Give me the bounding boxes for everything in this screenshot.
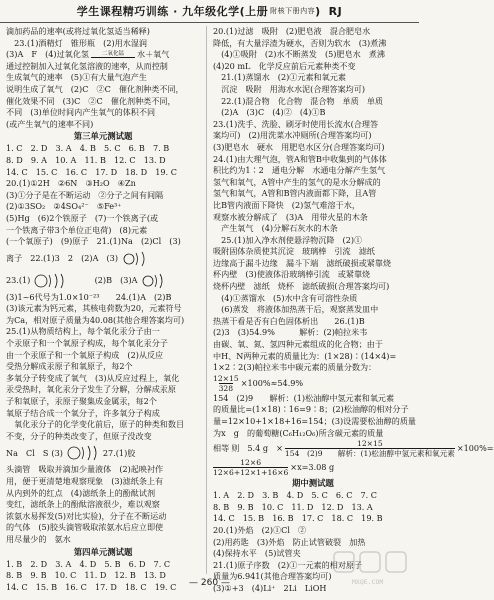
section-title-unit3: 第三单元测试题 — [73, 131, 133, 142]
text-line: 8. B 9. B 10. C 11. D 12. B 13. D — [6, 570, 166, 581]
text-line: 个汞原子和一个氧原子构成，每个氧化汞分子 — [6, 338, 168, 349]
page-number: — 260 — — [189, 578, 230, 588]
text-line: 烧杯内壁 滤纸 烧杯 滤纸破损(合理答案均可) — [213, 281, 390, 292]
text-line: 案均可) (2)用洗菜水冲厕所(合理答案均可) — [213, 130, 372, 141]
fraction-denominator: 328 — [218, 383, 234, 393]
header-edition: RJ — [328, 4, 343, 18]
text-line: 氧化汞分子的化学变化前后，原子的种类和数目 — [6, 419, 185, 430]
text-line: 1×2∶2(3)帕拉米韦中碳元素的质量分数为： — [213, 362, 377, 373]
text-line: 23.(1)洗手、洗脸、刷牙时使用长流水(合理答 — [213, 118, 379, 129]
fraction-numerator: 12×6 — [240, 458, 262, 468]
text-line: (或产生氧气的速率不同) — [6, 118, 94, 129]
text-line: (3)1~6代号为1.0×10⁻²³ 24.(1)A (2)B — [6, 291, 172, 302]
fraction — [213, 374, 239, 393]
section-title-midterm: 期中测试题 — [292, 478, 334, 489]
fraction-denominator: 12×6+12×1+16×6 — [213, 468, 289, 478]
watermark-logo-icon — [330, 548, 410, 578]
text-line: 由一个汞原子和一个氧原子构成 (2)从反应 — [6, 349, 164, 360]
text-line: 不变，分子的种类改变了，但原子没改变 — [6, 430, 152, 441]
text-line: 22.(1)混合物 化合物 混合物 单质 单质 — [213, 95, 384, 106]
text-line: 质量为6.941(其他合理答案均可) — [213, 571, 332, 582]
text-line: (2)B (3)A — [70, 274, 138, 285]
text-line: 的质量比=(1×18)∶16=9∶8；(2)松油醇的相对分子 — [213, 404, 409, 415]
text-line: 催化效果不同 (3)C ②C 催化剂种类不同， — [6, 95, 176, 106]
text-line: 用，便于更清楚地观察现象 (3)滤纸条上有 — [6, 476, 164, 486]
text-line: 汞受热时，氧化汞分子发生了分解，分解成汞原 — [6, 384, 176, 395]
text-line: 中H、N两种元素的质量比为：(1×28)∶(14×4)= — [213, 350, 397, 361]
page-header — [0, 0, 419, 23]
text-line: (一个氧原子) (9)原子 21.(1)Na (2)Cl (3) — [6, 236, 181, 247]
reaction-formula — [6, 49, 200, 61]
text-line: (4)20 mL 化学反应前后元素种类不变 — [213, 60, 356, 71]
text-line: ×x=3.08 g — [290, 461, 335, 472]
text-line: 23.(1)酒精灯 锥形瓶 (2)用水湿润 — [6, 37, 148, 48]
text-line: (3) — [51, 447, 63, 458]
text-line: 20.(1)外焰 (2)①Cl ② — [213, 524, 307, 535]
text-line: 氢气和氧气，A管中产生的氢气的是水分解成的 — [213, 176, 381, 187]
text-line: (2)3 (3)54.9% 解析：(2)帕拉米韦 — [213, 327, 368, 338]
atom-structure-icon — [121, 249, 151, 269]
text-line: 生成氧气的速率 (5)①有大量气泡产生 — [6, 72, 147, 83]
catalyst-label: 二氧化锰 — [101, 51, 124, 58]
text-line: 受热分解成汞原子和氧原子，每2个 — [6, 361, 133, 372]
text-line: (2)用药匙 (3)外焰 防止试管破裂 加热 — [213, 536, 366, 547]
header-close-paren: ) — [315, 4, 321, 18]
header-title: 学生课程精巧训练 · 九年级化学(上册 — [76, 5, 269, 18]
text-line: 杯内壁 (3)使液体沿玻璃棒引流 或紧靠烧 — [213, 269, 371, 280]
text-line: 20.(1)过滤 吸附 (2)肥皂液 混合肥皂水 — [213, 26, 371, 36]
text-line: 量=12×10+1×18+16=154；(3)设需要松油醇的质量 — [213, 416, 416, 426]
fraction-numerator: 12×15 — [213, 373, 239, 383]
element-symbols: Na Cl S — [6, 447, 49, 458]
fraction — [285, 439, 455, 458]
reaction-arrow — [91, 51, 135, 58]
text-line: 则 5.4 g × — [231, 442, 283, 453]
fraction-equation — [213, 439, 494, 459]
text-line: 24.(1)由大理气泡，管A和管B中收集到的气体体 — [213, 153, 387, 164]
column-divider — [206, 26, 207, 574]
atom-structure-icon — [33, 271, 67, 291]
text-line: 由碳、氧、氮、氢四种元素组成的化合物；由于 — [213, 339, 383, 350]
text-line: (3)肥皂水 硬水 用肥皂水区分(合理答案均可) — [213, 141, 385, 152]
text-line: 降低，有大量浮渣为硬水，否则为软水 (3)煮沸 — [213, 37, 387, 48]
text-line: (4)①蒸馏水 (5)水中含有可溶性杂质 — [213, 292, 358, 303]
text-line: (3)A F (4)过氧化氢 — [6, 49, 89, 60]
text-line: 边缘高于漏斗边缘 漏斗下端 滤纸破损或紧靠烧 — [213, 257, 392, 268]
text-line: 比B管内液面下降快 (2)氢气难溶于水， — [213, 199, 360, 210]
text-line: 相等 — [213, 442, 230, 453]
text-line: 热蒸干看是否有白色固体析出 26.(1)B — [213, 315, 365, 326]
text-line: 8. D 9. A 10. A 11. B 12. C 13. D — [6, 154, 166, 165]
fraction-result: ×100%≈54.9% — [240, 377, 304, 388]
text-line: 积比约为1∶2 通电分解 水通电分解产生氢气 — [213, 165, 386, 176]
text-line: 27.(1)胶 — [102, 447, 136, 458]
atom-structure-icon — [66, 443, 100, 463]
text-line: (3)①+3 (4)Li⁺ 2Li LiOH — [213, 582, 327, 593]
text-line: (3)该元素为钙元素，其核电荷数为20，元素符号 — [6, 303, 182, 314]
text-line: 为Ca，相对原子质量为40.08(其他合理答案均可) — [6, 314, 185, 325]
text-line: 1. A 2. D 3. B 4. D 5. C 6. C 7. C — [213, 490, 377, 501]
text-line: ×100%= — [456, 442, 494, 453]
atom-diagram-row — [6, 442, 200, 464]
text-line: (4)保持水平 (5)试管夹 — [213, 548, 301, 559]
text-line: 吸附固体杂质使其沉淀 玻璃棒 引流 滤纸 — [213, 246, 375, 257]
text-line: 154 (2)9 解析：(1)松油醇中氢元素和氧元素 — [213, 392, 395, 403]
fraction-equation — [213, 374, 413, 393]
text-line: 不同 (3)单位时间内产生氧气的体积不同 — [6, 107, 156, 118]
fraction-denominator: 154 (2)9 解析：(1)松油醇中氢元素和氧元素 — [284, 449, 455, 459]
text-line: (2)A (3)C (4)② (4)①B — [213, 107, 326, 118]
text-line: 20.(1)①2H ②6N ③H₂O ④Zn — [6, 178, 136, 189]
text-line: (5)Hg (6)2个铁原子 (7)一个铁离子(或 — [6, 212, 159, 223]
left-column — [6, 26, 200, 592]
formula-products: 水＋氧气 — [136, 49, 170, 60]
text-line: 多氧分子转变成了氧气 (3)从反应过程上，氧化 — [6, 372, 180, 383]
text-line: 一个铁离子带3个单位正电荷) (8)元素 — [6, 224, 148, 235]
text-line: 从内到外的红点 (4)滤纸条上的酚酞试剂 — [6, 487, 156, 498]
text-line: (2)①3SO₂ ②4SO₄²⁻ ⑤Fe³⁺ — [6, 201, 122, 212]
watermark-text: MXQE.COM — [352, 578, 384, 586]
text-line: 14. C 15. B 16. C 17. D 18. C 19. C — [6, 581, 177, 592]
text-line: 子和氧原子，汞原子聚集成金属汞，每2个 — [6, 396, 157, 407]
text-line: (3)①分子是在不断运动 ②分子之间有间隔 — [6, 189, 164, 200]
text-line: 为x g 的葡萄糖(C₆H₁₂O₆)所含碳元素的质量 — [213, 427, 384, 438]
text-line: 观察水被分解成了 (3)A 用带火星的木条 — [213, 211, 368, 222]
text-line: 沉淀 吸附 用海水水泥(合理答案均可) — [213, 83, 366, 94]
fraction — [213, 458, 288, 477]
text-line: 滴加药品的速率(或将过氧化氢适当稀释) — [6, 26, 150, 36]
fraction-numerator: 12×15 — [357, 439, 383, 449]
text-line: 1. B 2. D 3. A 4. D 5. B 6. D 7. C — [6, 558, 171, 569]
text-line: 浓氨水易挥发(5)对比实验)，分子在不断运动 — [6, 510, 167, 521]
header-note: 附核下册内容 — [270, 7, 316, 15]
text-line: 变红，滤纸条上的酚酞溶液很少，难以观察 — [6, 499, 160, 510]
text-line: 25.(1)加入净水剂使悬浮物沉降 (2)① — [213, 234, 363, 245]
text-line: 21.(1)蒸馏水 (2)①元素和氧元素 — [213, 72, 346, 83]
text-line: 14. C 15. C 16. C 17. D 18. D 19. C — [6, 166, 177, 177]
text-line: (6)蒸发 将液体加热蒸干后，观察蒸发皿中 — [213, 304, 379, 315]
text-line: 14. C 15. B 16. B 17. C 18. C 19. B — [213, 513, 383, 524]
text-line: 离子 22.(1)3 2 (2)A (3) — [6, 252, 118, 263]
text-line: 1. C 2. D 3. A 4. B 5. C 6. B 7. B — [6, 143, 170, 154]
text-line: 产生氧气 (4)分解石灰水的木条 — [213, 223, 338, 234]
text-line: 氢气和氧气，A管和B管内液面都下降，且A管 — [213, 188, 377, 199]
atom-diagram-row — [6, 270, 200, 292]
text-line: 的气体 (5)胶头滴管吸取浓氨水后应立即使 — [6, 522, 164, 533]
text-line: 通过控制加入过氧化氢溶液的速率，从而控制 — [6, 60, 168, 71]
watermark — [330, 548, 410, 592]
text-line: 21.(1)原子序数 (2)①一元素的相对原子 — [213, 559, 363, 570]
text-line: (4)①吸附 (2)水不断蒸发 (5)肥皂水 煮沸 — [213, 49, 385, 60]
text-line: 8. B 9. B 10. C 11. D 12. D 13. A — [213, 501, 373, 512]
text-line: 25.(1)从物质结构上，每个氧化汞分子由一 — [6, 326, 160, 337]
text-line: 23.(1) — [6, 274, 31, 285]
atom-structure-icon — [140, 271, 166, 291]
section-title-unit4: 第四单元测试题 — [73, 546, 133, 557]
fraction-equation — [213, 458, 413, 477]
text-line: 头滴管 吸取并滴加少量液体 (2)起映衬作 — [6, 464, 164, 475]
text-line: 说明生成了氧气 (2)C ②C 催化剂种类不同， — [6, 83, 184, 94]
atom-diagram-row — [6, 248, 200, 270]
text-line: 用尽量少的 氨水 — [6, 533, 71, 544]
text-line: 氧原子结合成一个氧分子，许多氧分子构成 — [6, 407, 160, 418]
